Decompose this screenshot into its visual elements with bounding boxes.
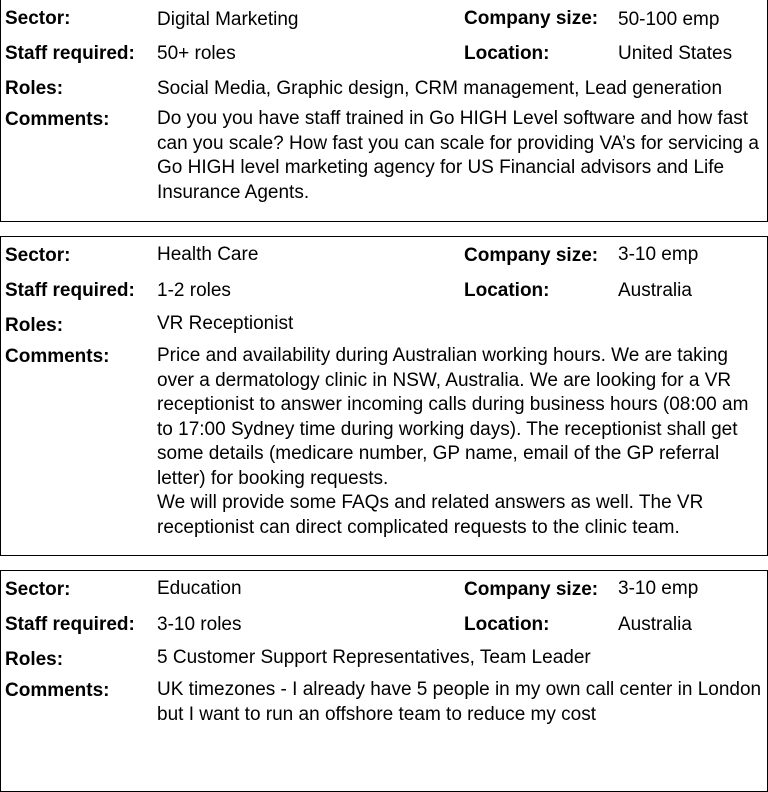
staff-required-value: 1-2 roles [157,280,231,301]
sector-value: Health Care [157,244,259,265]
comments-label: Comments: [5,346,110,367]
staff-required-value: 3-10 roles [157,614,242,635]
company-size-value: 3-10 emp [618,244,699,265]
company-size-label: Company size: [464,245,599,266]
roles-label: Roles: [5,649,64,670]
sector-value: Digital Marketing [157,9,299,30]
listing-card [0,570,768,792]
company-size-value: 3-10 emp [618,578,699,599]
sector-label: Sector: [5,8,71,29]
staff-required-label: Staff required: [5,43,135,64]
location-value: Australia [618,614,692,635]
sector-label: Sector: [5,579,71,600]
comments-text [157,344,767,540]
comments-text [157,107,767,205]
listing-card [0,0,768,222]
comment-paragraph: UK timezones - I already have 5 people in my own call center in London but I want to run an offshore team to reduce my cost [157,679,762,725]
staff-required-label: Staff required: [5,614,135,635]
company-size-label: Company size: [464,8,599,29]
location-value: United States [618,43,733,64]
roles-value: Social Media, Graphic design, CRM management, Lead generation [157,78,723,99]
sector-label: Sector: [5,245,71,266]
comments-label: Comments: [5,680,110,701]
location-value: Australia [618,280,692,301]
listing-card [0,236,768,556]
staff-required-label: Staff required: [5,280,135,301]
staff-required-value: 50+ roles [157,43,236,64]
comments-label: Comments: [5,109,110,130]
roles-label: Roles: [5,315,64,336]
comment-paragraph: Do you you have staff trained in Go HIGH Level software and how fast can you scale? How fast you can scale for providing VA’s for servicing a Go HIGH level marketing agency for US Financial advisors and Life Insurance Agents. [157,108,759,203]
location-label: Location: [464,280,550,301]
company-size-value: 50-100 emp [618,9,720,30]
roles-value: VR Receptionist [157,313,294,334]
sector-value: Education [157,578,242,599]
company-size-label: Company size: [464,579,599,600]
comment-paragraph: Price and availability during Australian working hours. We are taking over a dermatology clinic in NSW, Australia. We are looking for a VR receptionist to answer incoming calls during business hours (08:00 am to 17:00 Sydney time during working days). The receptionist shall get some details (medicare number, GP name, email of the GP referral letter) for booking requests. [157,345,749,489]
location-label: Location: [464,43,550,64]
comment-paragraph: We will provide some FAQs and related answers as well. The VR receptionist can direct complicated requests to the clinic team. [157,492,704,538]
roles-value: 5 Customer Support Representatives, Team Leader [157,647,591,668]
comments-text [157,678,767,727]
roles-label: Roles: [5,78,64,99]
location-label: Location: [464,614,550,635]
